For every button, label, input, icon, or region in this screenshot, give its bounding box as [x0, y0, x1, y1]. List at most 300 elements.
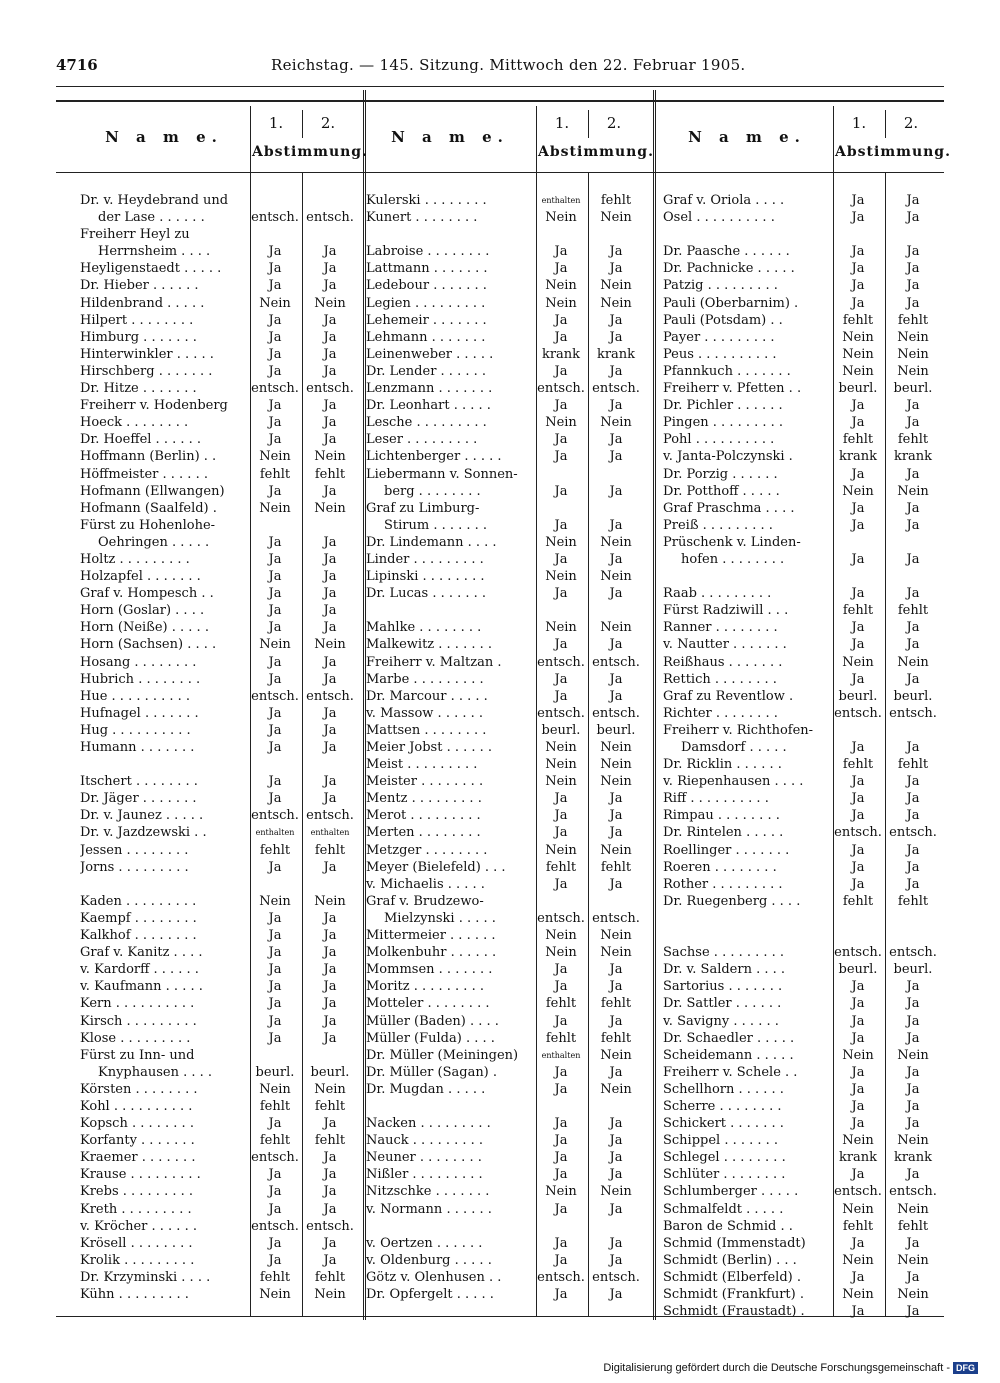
member-name: Hilpert . . . . . . . .: [80, 312, 194, 328]
table-row: [663, 260, 943, 277]
table-row: [80, 1081, 362, 1098]
vote-1-value: krank: [838, 1150, 878, 1166]
table-row: [663, 517, 943, 534]
vote-1-value: Ja: [851, 808, 865, 824]
table-row: [663, 927, 943, 944]
member-name: Freiherr v. Pfetten . .: [663, 381, 802, 397]
vote-1-value: Nein: [842, 329, 874, 345]
name-column-header: N a m e.: [688, 128, 806, 146]
vote-2-value: Ja: [609, 432, 623, 448]
member-name: berg . . . . . . . .: [384, 483, 481, 499]
table-row: [366, 773, 646, 790]
table-row: [366, 944, 646, 961]
vote-2-value: Ja: [323, 910, 337, 926]
member-name: hofen . . . . . . . .: [681, 551, 785, 567]
table-row: [80, 312, 362, 329]
table-row: [366, 1201, 646, 1218]
vote-1-value: Nein: [259, 1081, 291, 1097]
table-row: [663, 1218, 943, 1235]
table-row: [80, 722, 362, 739]
vote-2-value: Ja: [609, 517, 623, 533]
table-row: [663, 312, 943, 329]
vote-1-value: fehlt: [842, 757, 874, 773]
member-name: der Lase . . . . . .: [98, 210, 205, 226]
table-row: [80, 517, 362, 534]
vote-2-value: Nein: [897, 329, 929, 345]
table-row: [663, 978, 943, 995]
member-name: Kaden . . . . . . . . .: [80, 893, 197, 909]
table-row: [366, 329, 646, 346]
vote-2-value: Ja: [906, 586, 920, 602]
vote-1-value: Ja: [554, 1116, 568, 1132]
member-name: Schmidt (Fraustadt) .: [663, 1304, 805, 1320]
member-name: Hufnagel . . . . . . .: [80, 705, 199, 721]
table-row: [366, 705, 646, 722]
vote-1-header: 1.: [554, 114, 570, 132]
vote-2-value: Ja: [906, 620, 920, 636]
vote-2-value: entsch.: [889, 705, 937, 721]
table-row: [80, 585, 362, 602]
vote-1-value: Nein: [842, 363, 874, 379]
table-rows: [366, 192, 646, 1303]
vote-1-value: fehlt: [259, 1133, 291, 1149]
table-row: [80, 380, 362, 397]
vote-1-value: Ja: [851, 1098, 865, 1114]
table-row: [663, 842, 943, 859]
vote-2-value: Ja: [609, 483, 623, 499]
table-row: [663, 671, 943, 688]
vote-2-value: Ja: [323, 671, 337, 687]
member-name: Pauli (Oberbarnim) .: [663, 295, 799, 311]
member-name: Hoffmann (Berlin) . .: [80, 449, 217, 465]
member-name: Malkewitz . . . . . . .: [366, 637, 493, 653]
footer-text: Digitalisierung gefördert durch die Deutsche Forschungsgemeinschaft -: [603, 1362, 950, 1374]
member-name: Raab . . . . . . . . .: [663, 586, 772, 602]
table-row: [80, 1252, 362, 1269]
table-row: [366, 961, 646, 978]
vote-2-value: Ja: [906, 398, 920, 414]
vote-2-value: Ja: [906, 415, 920, 431]
table-row: [663, 1098, 943, 1115]
member-name: Scheidemann . . . . .: [663, 1047, 794, 1063]
vote-1-value: Ja: [554, 637, 568, 653]
member-name: Lattmann . . . . . . .: [366, 261, 488, 277]
table-row: [366, 910, 646, 927]
vote-1-value: Ja: [268, 312, 282, 328]
member-name: v. Savigny . . . . . .: [663, 1013, 779, 1029]
vote-1-value: entsch.: [537, 654, 585, 670]
vote-2-value: Nein: [897, 483, 929, 499]
member-name: Dr. Rintelen . . . . .: [663, 825, 784, 841]
vote-1-value: Ja: [268, 363, 282, 379]
vote-2-value: entsch.: [592, 705, 640, 721]
vote-1-value: Ja: [554, 1252, 568, 1268]
vote-2-header: 2.: [903, 114, 919, 132]
vote-1-value: Ja: [268, 962, 282, 978]
table-row: [663, 705, 943, 722]
table-row: [80, 1132, 362, 1149]
vote-2-value: Ja: [323, 432, 337, 448]
table-row: [663, 363, 943, 380]
vote-2-value: Nein: [897, 654, 929, 670]
member-name: Dr. Potthoff . . . . .: [663, 483, 780, 499]
member-name: v. Oldenburg . . . . .: [366, 1252, 492, 1268]
vote-2-value: Ja: [906, 1167, 920, 1183]
member-name: Kalkhof . . . . . . . .: [80, 928, 197, 944]
member-name: Kraemer . . . . . . .: [80, 1150, 196, 1166]
vote-1-value: Ja: [268, 278, 282, 294]
member-name: Hug . . . . . . . . . .: [80, 722, 191, 738]
table-row: [366, 842, 646, 859]
vote-2-value: Ja: [323, 705, 337, 721]
table-row: [663, 1235, 943, 1252]
table-row: [80, 500, 362, 517]
member-name: Krösell . . . . . . . .: [80, 1235, 193, 1251]
vote-1-value: Ja: [268, 1030, 282, 1046]
vote-1-value: entsch.: [251, 1150, 299, 1166]
vote-2-value: krank: [893, 1150, 933, 1166]
vote-1-value: Nein: [259, 637, 291, 653]
vote-2-value: Ja: [323, 962, 337, 978]
vote-2-value: Ja: [609, 363, 623, 379]
member-name: Lehemeir . . . . . . .: [366, 312, 487, 328]
vote-2-value: Ja: [323, 791, 337, 807]
vote-1-value: Ja: [268, 910, 282, 926]
vote-1-value: entsch.: [251, 688, 299, 704]
vote-2-value: Nein: [600, 842, 632, 858]
member-name: Kern . . . . . . . . . .: [80, 996, 195, 1012]
table-row: [663, 876, 943, 893]
vote-2-value: Ja: [323, 620, 337, 636]
member-name: Kohl . . . . . . . . . .: [80, 1098, 193, 1114]
table-row: [366, 500, 646, 517]
vote-2-value: Nein: [314, 1081, 346, 1097]
vote-2-value: entsch.: [306, 1218, 354, 1234]
member-name: Dr. Ruegenberg . . . .: [663, 893, 801, 909]
table-row: [80, 568, 362, 585]
vote-2-value: entsch.: [889, 1184, 937, 1200]
member-name: Holzapfel . . . . . . .: [80, 569, 201, 585]
member-name: Dr. Jäger . . . . . . .: [80, 791, 197, 807]
vote-1-value: Ja: [554, 398, 568, 414]
vote-1-value: Ja: [268, 1116, 282, 1132]
table-row: [366, 1218, 646, 1235]
member-name: Freiherr v. Schele . .: [663, 1064, 798, 1080]
header-divider: [588, 110, 589, 138]
table-row: [80, 824, 362, 841]
member-name: Legien . . . . . . . . .: [366, 295, 486, 311]
vote-1-value: Nein: [545, 1184, 577, 1200]
member-name: v. Nautter . . . . . . .: [663, 637, 787, 653]
vote-1-value: fehlt: [842, 432, 874, 448]
member-name: Höffmeister . . . . . .: [80, 466, 208, 482]
vote-2-header: 2.: [606, 114, 622, 132]
vote-2-value: entsch.: [592, 654, 640, 670]
vote-2-value: Nein: [600, 415, 632, 431]
vote-2-value: Ja: [609, 1133, 623, 1149]
table-row: [663, 602, 943, 619]
vote-1-value: fehlt: [259, 466, 291, 482]
member-name: v. Kardorff . . . . . .: [80, 962, 199, 978]
member-name: Rimpau . . . . . . . .: [663, 808, 780, 824]
vote-2-value: Ja: [323, 278, 337, 294]
member-name: Lehmann . . . . . . .: [366, 329, 486, 345]
vote-2-value: Ja: [906, 1269, 920, 1285]
member-name: Merot . . . . . . . . .: [366, 808, 481, 824]
vote-2-value: Ja: [323, 1167, 337, 1183]
table-row: [366, 1149, 646, 1166]
table-row: [663, 277, 943, 294]
table-row: [80, 739, 362, 756]
vote-2-value: Ja: [323, 722, 337, 738]
member-name: Motteler . . . . . . . .: [366, 996, 490, 1012]
table-row: [80, 705, 362, 722]
member-name: Dr. v. Heydebrand und: [80, 193, 229, 208]
table-rows: [663, 192, 943, 1320]
table-row: [366, 671, 646, 688]
member-name: v. Kröcher . . . . . .: [80, 1218, 197, 1234]
vote-1-value: Ja: [851, 1304, 865, 1320]
vote-1-value: beurl.: [255, 1064, 295, 1080]
vote-1-value: Ja: [268, 244, 282, 260]
vote-2-value: Ja: [906, 551, 920, 567]
member-name: Lipinski . . . . . . . .: [366, 569, 485, 585]
member-name: Freiherr v. Hodenberg: [80, 398, 228, 414]
vote-2-value: Nein: [600, 774, 632, 790]
table-row: [80, 448, 362, 465]
vote-2-value: Ja: [609, 1013, 623, 1029]
vote-1-value: Ja: [851, 1269, 865, 1285]
vote-1-value: Ja: [851, 278, 865, 294]
member-name: Heyligenstaedt . . . . .: [80, 261, 222, 277]
vote-2-value: fehlt: [897, 432, 929, 448]
table-row: [366, 448, 646, 465]
vote-2-value: Nein: [314, 500, 346, 516]
table-row: [80, 876, 362, 893]
vote-2-value: Ja: [609, 962, 623, 978]
vote-2-value: Ja: [609, 1167, 623, 1183]
vote-2-value: entsch.: [306, 381, 354, 397]
member-name: Dr. Hieber . . . . . .: [80, 278, 199, 294]
member-name: Peus . . . . . . . . . .: [663, 346, 777, 362]
table-row: [80, 1064, 362, 1081]
member-name: Götz v. Olenhusen . .: [366, 1269, 502, 1285]
vote-2-value: Ja: [906, 842, 920, 858]
vote-1-value: entsch.: [834, 825, 882, 841]
member-name: Krebs . . . . . . . . .: [80, 1184, 193, 1200]
vote-1-header: 1.: [268, 114, 284, 132]
member-name: Graf zu Limburg-: [366, 500, 480, 516]
table-row: [366, 722, 646, 739]
member-name: Hubrich . . . . . . . .: [80, 671, 201, 687]
vote-1-value: fehlt: [545, 1030, 577, 1046]
vote-1-value: Ja: [554, 979, 568, 995]
member-name: Roellinger . . . . . . .: [663, 842, 790, 858]
member-name: Sachse . . . . . . . . .: [663, 945, 785, 961]
member-name: Richter . . . . . . . .: [663, 705, 778, 721]
member-name: Osel . . . . . . . . . .: [663, 210, 775, 226]
vote-1-value: fehlt: [842, 312, 874, 328]
member-name: Roeren . . . . . . . .: [663, 859, 777, 875]
member-name: Krolik . . . . . . . . .: [80, 1252, 195, 1268]
vote-2-value: Ja: [906, 876, 920, 892]
vote-2-value: Ja: [323, 1013, 337, 1029]
table-row: [366, 790, 646, 807]
vote-1-value: Ja: [554, 244, 568, 260]
table-row: [80, 1218, 362, 1235]
member-name: Stirum . . . . . . .: [384, 517, 488, 533]
member-name: Nißler . . . . . . . . .: [366, 1167, 483, 1183]
member-name: Mittermeier . . . . . .: [366, 928, 496, 944]
vote-1-value: Ja: [268, 996, 282, 1012]
vote-1-value: Ja: [268, 1235, 282, 1251]
vote-2-value: entsch.: [306, 688, 354, 704]
vote-1-value: enthalten: [541, 196, 581, 205]
table-row: [663, 346, 943, 363]
table-row: [663, 329, 943, 346]
vote-1-value: Nein: [545, 278, 577, 294]
member-name: Dr. Hoeffel . . . . . .: [80, 432, 202, 448]
vote-2-value: Ja: [906, 637, 920, 653]
member-name: Reißhaus . . . . . . .: [663, 654, 783, 670]
vote-1-value: Nein: [545, 842, 577, 858]
table-row: [80, 636, 362, 653]
vote-1-value: fehlt: [842, 893, 874, 909]
vote-2-value: Nein: [600, 534, 632, 550]
table-row: [366, 1286, 646, 1303]
member-name: Dr. Lender . . . . . .: [366, 363, 486, 379]
table-row: [663, 807, 943, 824]
vote-2-value: entsch.: [592, 381, 640, 397]
vote-2-value: Ja: [323, 1116, 337, 1132]
vote-1-value: beurl.: [838, 688, 878, 704]
vote-1-value: Ja: [851, 517, 865, 533]
vote-2-value: Ja: [323, 551, 337, 567]
vote-2-header: 2.: [320, 114, 336, 132]
vote-2-value: Ja: [323, 740, 337, 755]
vote-1-value: Ja: [268, 1013, 282, 1029]
vote-2-value: Nein: [600, 295, 632, 311]
vote-1-value: Nein: [842, 1252, 874, 1268]
table-row: [663, 448, 943, 465]
table-row: [663, 773, 943, 790]
table-row: [366, 739, 646, 756]
vote-1-value: Ja: [268, 705, 282, 721]
vote-1-value: Nein: [259, 1287, 291, 1302]
vote-2-value: Nein: [600, 1081, 632, 1097]
vote-1-value: Ja: [851, 1235, 865, 1251]
vote-2-value: fehlt: [314, 1269, 346, 1285]
vote-1-value: Ja: [851, 1116, 865, 1132]
vote-1-value: Ja: [851, 996, 865, 1012]
table-row: [80, 1166, 362, 1183]
vote-1-value: entsch.: [537, 381, 585, 397]
vote-2-value: Ja: [609, 1235, 623, 1251]
member-name: Hue . . . . . . . . . .: [80, 688, 191, 704]
page-header: [56, 56, 944, 82]
table-row: [663, 1030, 943, 1047]
table-row: [366, 654, 646, 671]
vote-2-value: fehlt: [897, 603, 929, 619]
vote-2-value: beurl.: [893, 962, 933, 978]
member-name: Mielzynski . . . . .: [384, 910, 496, 926]
table-row: [80, 1286, 362, 1303]
vote-2-value: Ja: [609, 312, 623, 328]
member-name: Sartorius . . . . . . .: [663, 979, 783, 995]
table-row: [663, 1115, 943, 1132]
table-row: [366, 636, 646, 653]
table-row: [80, 602, 362, 619]
vote-1-value: entsch.: [251, 381, 299, 397]
table-row: [366, 1013, 646, 1030]
vote-1-value: fehlt: [259, 1269, 291, 1285]
vote-2-value: Nein: [600, 569, 632, 585]
member-name: Dr. Sattler . . . . . .: [663, 996, 782, 1012]
vote-column-1: [80, 100, 368, 1316]
vote-2-value: fehlt: [314, 842, 346, 858]
table-row: [663, 500, 943, 517]
vote-1-value: Ja: [851, 415, 865, 431]
vote-1-value: Ja: [851, 1081, 865, 1097]
vote-1-value: Nein: [842, 483, 874, 499]
vote-1-value: Ja: [554, 551, 568, 567]
table-row: [663, 995, 943, 1012]
table-row: [663, 534, 943, 551]
table-row: [663, 1047, 943, 1064]
table-row: [80, 893, 362, 910]
vote-1-value: Ja: [851, 774, 865, 790]
member-name: Humann . . . . . . .: [80, 740, 195, 755]
table-row: [80, 756, 362, 773]
member-name: Hinterwinkler . . . . .: [80, 346, 214, 362]
abstimmung-header: Abstimmung.: [538, 144, 654, 160]
vote-2-value: fehlt: [314, 466, 346, 482]
vote-2-value: Nein: [600, 1184, 632, 1200]
member-name: Mommsen . . . . . . .: [366, 962, 493, 978]
vote-2-value: Nein: [600, 945, 632, 961]
vote-1-value: Nein: [259, 449, 291, 465]
member-name: Rettich . . . . . . . .: [663, 671, 777, 687]
member-name: Mahlke . . . . . . . .: [366, 620, 482, 636]
table-row: [80, 654, 362, 671]
member-name: Baron de Schmid . .: [663, 1218, 793, 1234]
vote-2-value: Ja: [323, 1201, 337, 1217]
vote-2-value: Ja: [323, 329, 337, 345]
vote-2-value: Ja: [609, 1287, 623, 1302]
vote-1-value: Ja: [268, 654, 282, 670]
member-name: Dr. Schaedler . . . . .: [663, 1030, 795, 1046]
vote-1-value: entsch.: [251, 808, 299, 824]
vote-1-value: Ja: [554, 312, 568, 328]
table-row: [80, 414, 362, 431]
table-row: [80, 807, 362, 824]
member-name: Riff . . . . . . . . . .: [663, 791, 769, 807]
vote-1-value: Ja: [851, 466, 865, 482]
member-name: Dr. v. Saldern . . . .: [663, 962, 786, 978]
member-name: Kreth . . . . . . . . .: [80, 1201, 192, 1217]
vote-2-value: Ja: [609, 825, 623, 841]
vote-1-value: Ja: [554, 1013, 568, 1029]
vote-1-value: Nein: [545, 534, 577, 550]
vote-1-value: Ja: [268, 722, 282, 738]
member-name: Freiherr v. Richthofen-: [663, 722, 814, 738]
vote-1-value: Ja: [268, 346, 282, 362]
vote-2-value: Ja: [609, 261, 623, 277]
member-name: Meyer (Bielefeld) . . .: [366, 859, 506, 875]
member-name: Pohl . . . . . . . . . .: [663, 432, 775, 448]
table-row: [663, 1286, 943, 1303]
member-name: v. Normann . . . . . .: [366, 1201, 492, 1217]
